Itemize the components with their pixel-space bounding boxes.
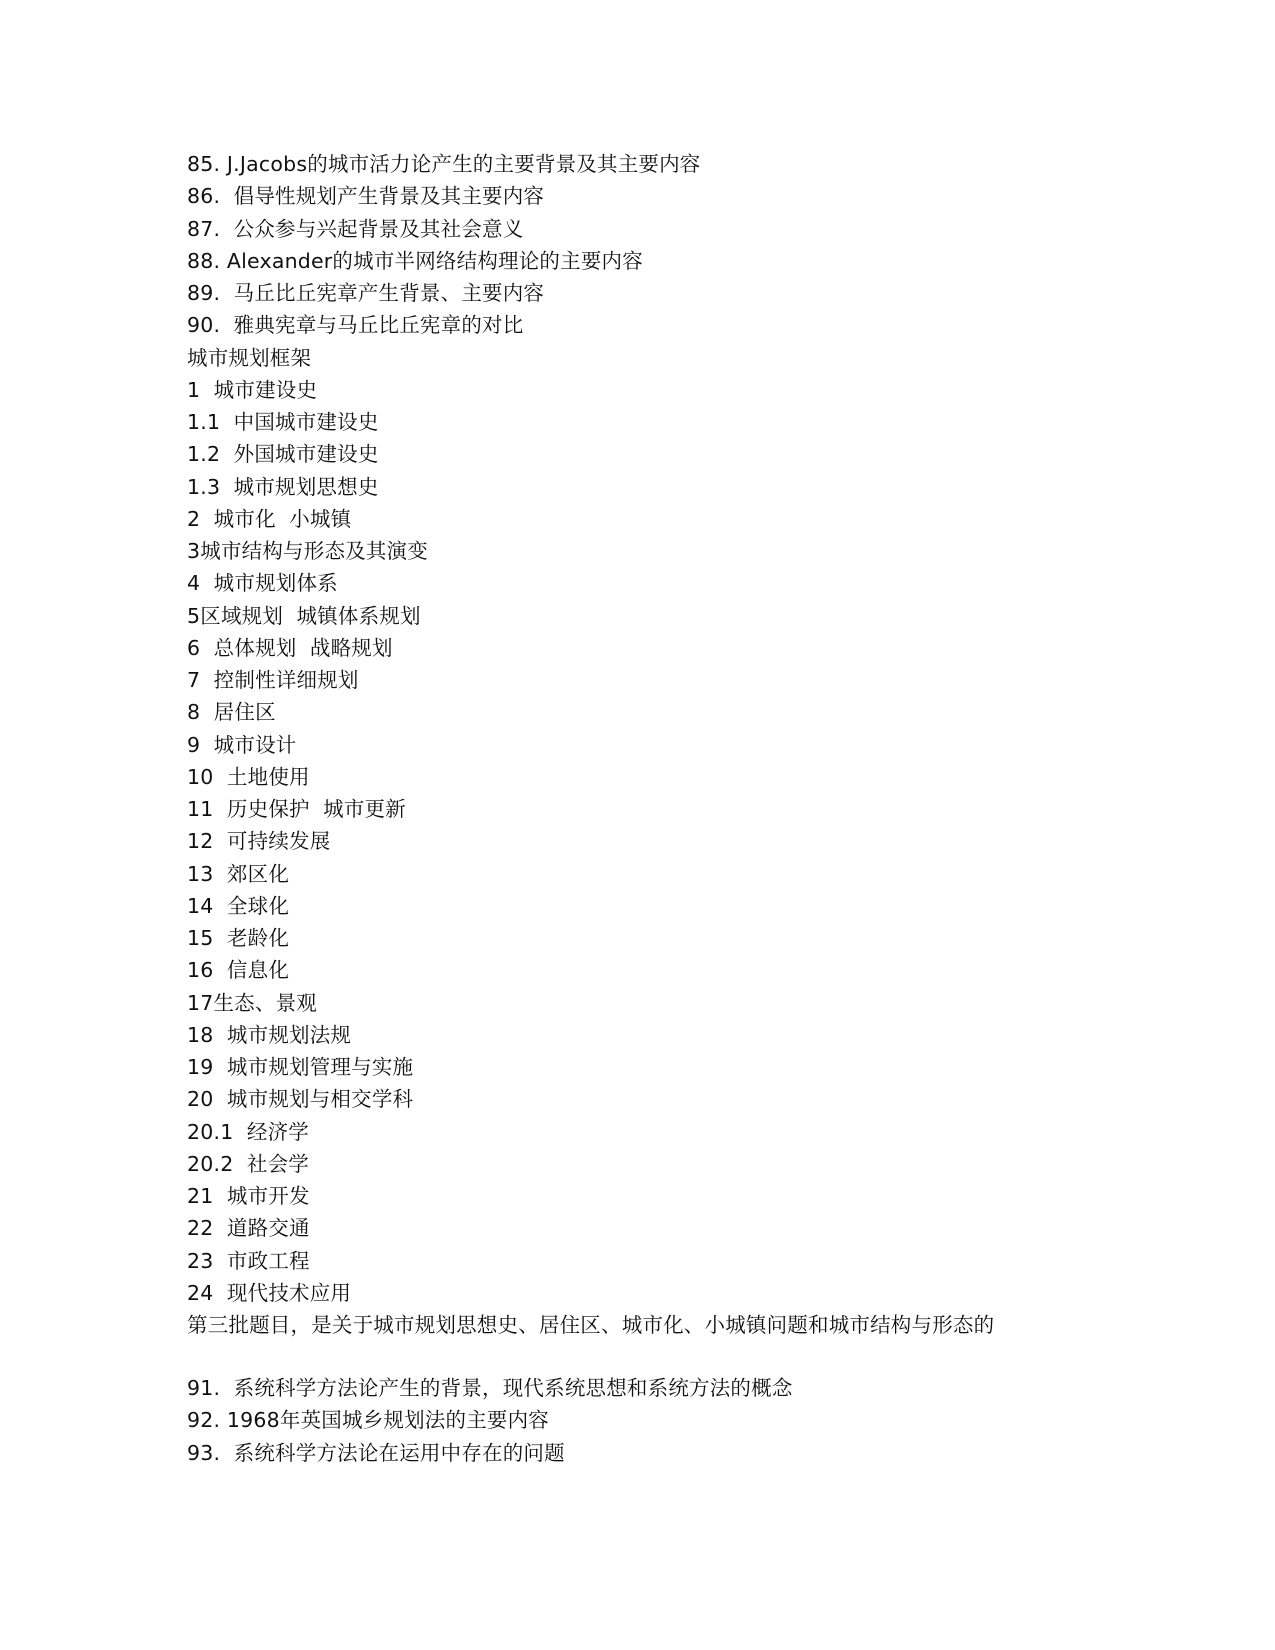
text-line: 1.3 城市规划思想史	[187, 474, 379, 499]
text-line: 1 城市建设史	[187, 377, 318, 402]
text-line: 87. 公众参与兴起背景及其社会意义	[187, 216, 524, 241]
text-line: 6 总体规划 战略规划	[187, 635, 393, 660]
text-block-main	[187, 148, 1087, 1341]
text-line: 89. 马丘比丘宪章产生背景、主要内容	[187, 281, 545, 305]
text-line: 8 居住区	[187, 700, 276, 725]
section-heading: 城市规划框架	[187, 345, 312, 370]
text-line: 5区域规划 城镇体系规划	[187, 603, 421, 628]
text-line: 93. 系统科学方法论在运用中存在的问题	[187, 1440, 565, 1465]
text-line: 3城市结构与形态及其演变	[187, 539, 428, 563]
text-line: 1.2 外国城市建设史	[187, 442, 379, 467]
text-line: 18 城市规划法规	[187, 1022, 352, 1047]
text-line: 9 城市设计	[187, 732, 297, 757]
text-line: 19 城市规划管理与实施	[187, 1055, 414, 1079]
text-line: 23 市政工程	[187, 1248, 310, 1273]
text-line: 12 可持续发展	[187, 829, 331, 854]
text-block-questions	[187, 1372, 1087, 1469]
text-line: 4 城市规划体系	[187, 571, 338, 596]
text-line: 7 控制性详细规划	[187, 668, 359, 692]
text-line: 85. J.Jacobs的城市活力论产生的主要背景及其主要内容	[187, 152, 701, 176]
text-line: 88. Alexander的城市半网络结构理论的主要内容	[187, 248, 643, 273]
text-line: 90. 雅典宪章与马丘比丘宪章的对比	[187, 313, 524, 338]
text-line: 17生态、景观	[187, 990, 317, 1015]
text-line: 16 信息化	[187, 958, 290, 983]
text-line: 86. 倡导性规划产生背景及其主要内容	[187, 184, 545, 209]
text-line: 22 道路交通	[187, 1216, 310, 1241]
text-line: 11 历史保护 城市更新	[187, 797, 406, 821]
text-line: 2 城市化 小城镇	[187, 506, 352, 531]
text-line: 21 城市开发	[187, 1184, 310, 1208]
paragraph-text: 第三批题目，是关于城市规划思想史、居住区、城市化、小城镇问题和城市结构与形态的	[187, 1313, 995, 1337]
text-line: 20 城市规划与相交学科	[187, 1087, 414, 1112]
text-line: 20.2 社会学	[187, 1151, 309, 1176]
text-line: 15 老龄化	[187, 926, 290, 950]
text-line: 13 郊区化	[187, 861, 290, 886]
text-line: 10 土地使用	[187, 764, 310, 789]
text-line: 20.1 经济学	[187, 1119, 309, 1144]
text-line: 92. 1968年英国城乡规划法的主要内容	[187, 1408, 549, 1433]
text-line: 14 全球化	[187, 893, 290, 918]
text-line: 24 现代技术应用	[187, 1280, 352, 1305]
text-line: 91. 系统科学方法论产生的背景，现代系统思想和系统方法的概念	[187, 1376, 793, 1400]
text-line: 1.1 中国城市建设史	[187, 410, 379, 434]
